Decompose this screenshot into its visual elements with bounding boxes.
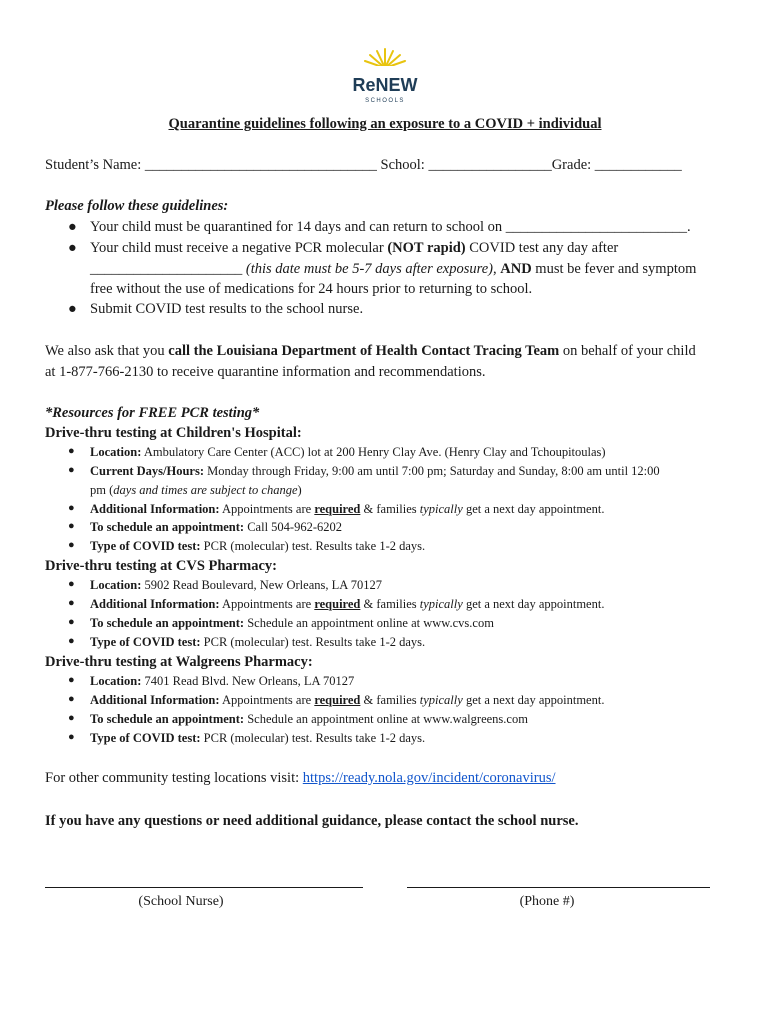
childrens-location: ● Location: Ambulatory Care Center (ACC) lot at 200 Henry Clay Ave. (Henry Clay and Tchoupitoulas) (68, 445, 606, 459)
svg-text:ReNEW: ReNEW (352, 75, 418, 95)
guideline-item: ● Your child must receive a negative PCR molecular (NOT rapid) COVID test any day after (68, 240, 619, 256)
childrens-schedule: ● To schedule an appointment: Call 504-962-6202 (68, 520, 343, 534)
phone-label: (Phone #) (519, 894, 575, 909)
school-field[interactable]: School: _________________ (380, 157, 552, 173)
renew-schools-logo (352, 46, 418, 108)
walgreens-location: ● Location: 7401 Read Blvd. New Orleans, LA 70127 (68, 674, 355, 688)
guideline-continuation: _____________________ (this date must be 5-7 days after exposure), AND must be fever and symptom (90, 261, 697, 277)
cvs-schedule: ● To schedule an appointment: Schedule an appointment online at www.cvs.com (68, 616, 494, 630)
nola-coronavirus-link[interactable]: https://ready.nola.gov/incident/coronavirus/ (302, 770, 556, 786)
bullet-icon: ● (68, 597, 75, 609)
bullet-icon: ● (68, 693, 75, 705)
guideline-text: Your child must be quarantined for 14 days and can return to school on _________________________. (90, 219, 691, 235)
walgreens-schedule: ● To schedule an appointment: Schedule an appointment online at www.walgreens.com (68, 712, 528, 726)
guideline-item (68, 301, 364, 318)
student-name-field[interactable]: Student’s Name: ________________________________ (45, 157, 377, 173)
childrens-test-type: ● Type of COVID test: PCR (molecular) test. Results take 1-2 days. (68, 539, 426, 553)
cvs-heading: Drive-thru testing at CVS Pharmacy: (45, 558, 277, 574)
childrens-heading: Drive-thru testing at Children's Hospital: (45, 425, 302, 441)
childrens-hours: ● Current Days/Hours: Monday through Friday, 9:00 am until 7:00 pm; Saturday and Sunday, 8:00 am until 12:00 (68, 464, 660, 478)
cvs-test-type: ● Type of COVID test: PCR (molecular) test. Results take 1-2 days. (68, 635, 426, 649)
bullet-icon: ● (68, 445, 75, 457)
ldh-paragraph: We also ask that you call the Louisiana Department of Health Contact Tracing Team on behalf of your child (45, 343, 696, 359)
test-date-field[interactable]: _____________________ (90, 261, 246, 277)
bullet-icon: ● (68, 712, 75, 724)
guideline-item (68, 219, 691, 236)
bullet-icon: ● (68, 219, 77, 235)
phone-signature-line[interactable] (407, 887, 710, 888)
childrens-additional: ● Additional Information: Appointments are required & families typically get a next day appointment. (68, 502, 605, 516)
bullet-icon: ● (68, 240, 77, 256)
nurse-label: (School Nurse) (138, 894, 224, 909)
nurse-signature-line[interactable] (45, 887, 363, 888)
bullet-icon: ● (68, 616, 75, 628)
guideline-continuation: free without the use of medications for 24 hours prior to returning to school. (90, 281, 533, 297)
ldh-paragraph-line2: at 1-877-766-2130 to receive quarantine information and recommendations. (45, 364, 486, 380)
bullet-icon: ● (68, 635, 75, 647)
document-title: Quarantine guidelines following an exposure to a COVID + individual (168, 116, 602, 132)
questions-note: If you have any questions or need additional guidance, please contact the school nurse. (45, 813, 579, 829)
guideline-text: Submit COVID test results to the school nurse. (90, 301, 364, 317)
bullet-icon: ● (68, 502, 75, 514)
bullet-icon: ● (68, 578, 75, 590)
grade-field[interactable]: Grade: ____________ (551, 157, 682, 173)
bullet-icon: ● (68, 539, 75, 551)
bullet-icon: ● (68, 520, 75, 532)
childrens-hours-cont: pm (days and times are subject to change) (90, 483, 302, 497)
svg-text:SCHOOLS: SCHOOLS (365, 98, 405, 104)
bullet-icon: ● (68, 731, 75, 743)
sun-logo-icon (352, 46, 418, 108)
walgreens-heading: Drive-thru testing at Walgreens Pharmacy: (45, 654, 313, 670)
resources-heading: *Resources for FREE PCR testing* (45, 405, 260, 421)
other-locations: For other community testing locations visit: https://ready.nola.gov/incident/coronavirus/ (45, 770, 556, 786)
walgreens-additional: ● Additional Information: Appointments are required & families typically get a next day appointment. (68, 693, 605, 707)
student-info-line (45, 157, 725, 174)
guidelines-heading: Please follow these guidelines: (45, 198, 229, 214)
bullet-icon: ● (68, 674, 75, 686)
walgreens-test-type: ● Type of COVID test: PCR (molecular) test. Results take 1-2 days. (68, 731, 426, 745)
bullet-icon: ● (68, 301, 77, 317)
bullet-icon: ● (68, 464, 75, 476)
cvs-additional: ● Additional Information: Appointments are required & families typically get a next day appointment. (68, 597, 605, 611)
cvs-location: ● Location: 5902 Read Boulevard, New Orleans, LA 70127 (68, 578, 382, 592)
